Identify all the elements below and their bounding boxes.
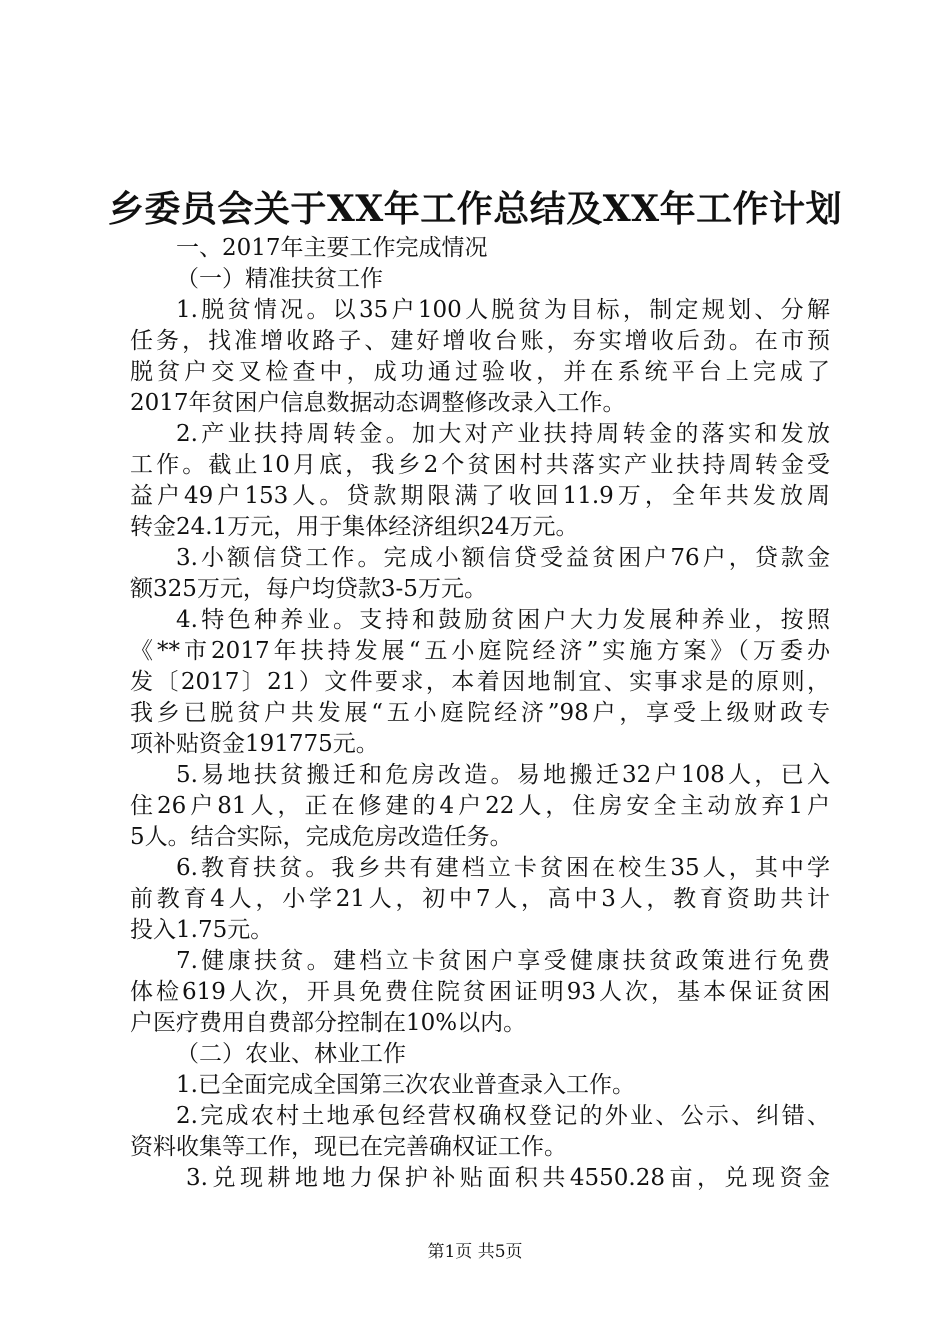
paragraph-line: 投入1.75元。 — [130, 917, 274, 943]
paragraph-line: 任务，找准增收路子、建好增收台账，夯实增收后劲。在市预 — [130, 328, 830, 354]
paragraph-line: 户医疗费用自费部分控制在10%以内。 — [130, 1010, 527, 1036]
document-title: 乡委员会关于XX年工作总结及XX年工作计划 — [107, 188, 843, 230]
paragraph-line: 益户49户153人。贷款期限满了收回11.9万，全年共发放周 — [130, 483, 830, 509]
subsection-heading: （一）精准扶贫工作 — [176, 266, 383, 292]
section-heading: 一、2017年主要工作完成情况 — [176, 235, 488, 261]
paragraph-line: 1.已全面完成全国第三次农业普查录入工作。 — [176, 1072, 635, 1098]
paragraph-line: 6.教育扶贫。我乡共有建档立卡贫困在校生35人，其中学 — [176, 855, 830, 881]
paragraph-line: 体检619人次，开具免费住院贫困证明93人次，基本保证贫困 — [130, 979, 830, 1005]
paragraph-line: 1.脱贫情况。以35户100人脱贫为目标，制定规划、分解 — [176, 297, 830, 323]
paragraph-line: 发〔2017〕21）文件要求，本着因地制宜、实事求是的原则， — [130, 669, 830, 695]
paragraph-line: 前教育4人，小学21人，初中7人，高中3人，教育资助共计 — [130, 886, 830, 912]
paragraph-line: 3.兑现耕地地力保护补贴面积共4550.28亩，兑现资金 — [186, 1165, 830, 1191]
paragraph-line: 2017年贫困户信息数据动态调整修改录入工作。 — [130, 390, 626, 416]
subsection-heading: （二）农业、林业工作 — [176, 1041, 406, 1067]
paragraph-line: 资料收集等工作，现已在完善确权证工作。 — [130, 1134, 567, 1160]
paragraph-line: 转金24.1万元，用于集体经济组织24万元。 — [130, 514, 579, 540]
paragraph-line: 3.小额信贷工作。完成小额信贷受益贫困户76户，贷款金 — [176, 545, 830, 571]
paragraph-line: 5.易地扶贫搬迁和危房改造。易地搬迁32户108人，已入 — [176, 762, 830, 788]
paragraph-line: 项补贴资金191775元。 — [130, 731, 379, 757]
page-number: 第1页 共5页 — [427, 1242, 523, 1262]
paragraph-line: 5人。结合实际，完成危房改造任务。 — [130, 824, 513, 850]
paragraph-line: 工作。截止10月底，我乡2个贫困村共落实产业扶持周转金受 — [130, 452, 830, 478]
paragraph-line: 2.完成农村土地承包经营权确权登记的外业、公示、纠错、 — [176, 1103, 830, 1129]
paragraph-line: 7.健康扶贫。建档立卡贫困户享受健康扶贫政策进行免费 — [176, 948, 830, 974]
paragraph-line: 2.产业扶持周转金。加大对产业扶持周转金的落实和发放 — [176, 421, 830, 447]
paragraph-line: 脱贫户交叉检查中，成功通过验收，并在系统平台上完成了 — [130, 359, 830, 385]
document-body — [130, 233, 830, 1194]
paragraph-line: 住26户81人，正在修建的4户22人，住房安全主动放弃1户 — [130, 793, 830, 819]
paragraph-line: 我乡已脱贫户共发展“五小庭院经济”98户，享受上级财政专 — [130, 700, 830, 726]
paragraph-line: 4.特色种养业。支持和鼓励贫困户大力发展种养业，按照 — [176, 607, 830, 633]
paragraph-line: 《**市2017年扶持发展“五小庭院经济”实施方案》（万委办 — [130, 638, 830, 664]
paragraph-line: 额325万元，每户均贷款3-5万元。 — [130, 576, 487, 602]
